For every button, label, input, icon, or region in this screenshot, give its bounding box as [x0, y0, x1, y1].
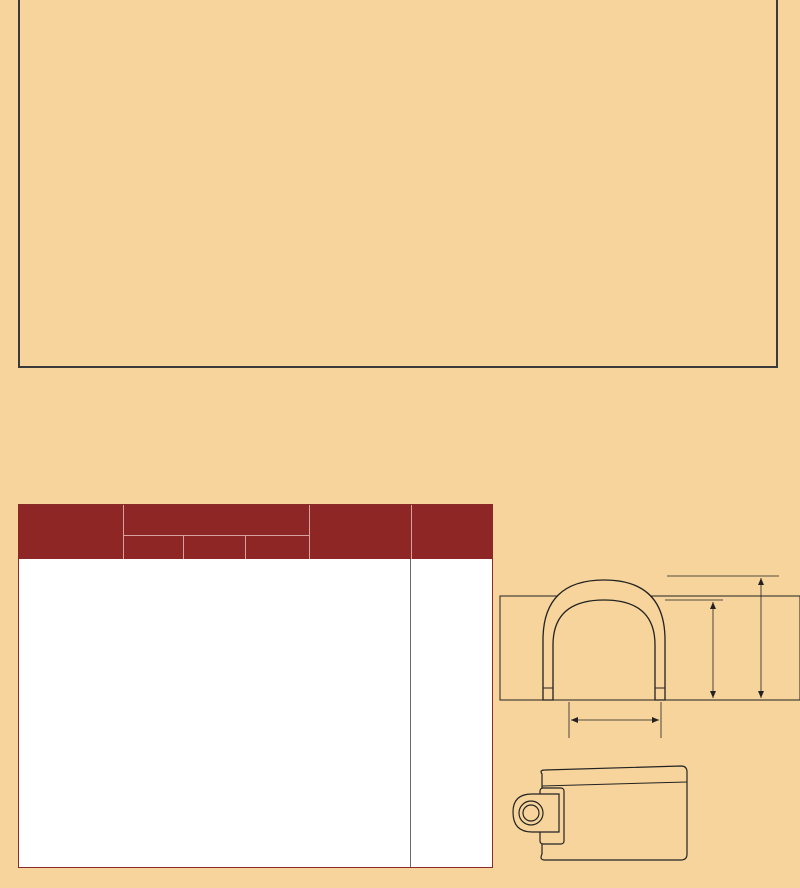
clip-diagram — [495, 560, 800, 880]
size-table — [18, 504, 493, 868]
header-nail — [309, 505, 411, 559]
header-v — [245, 535, 309, 559]
header-pack — [411, 505, 492, 559]
clip-top-view — [513, 766, 687, 860]
header-h1 — [183, 535, 245, 559]
header-size — [123, 505, 309, 535]
size-table-header — [19, 505, 492, 559]
header-h — [123, 535, 183, 559]
u-clip-shape — [543, 580, 665, 700]
header-item — [19, 505, 123, 559]
usage-table — [18, 0, 778, 368]
packing-column — [410, 559, 493, 867]
